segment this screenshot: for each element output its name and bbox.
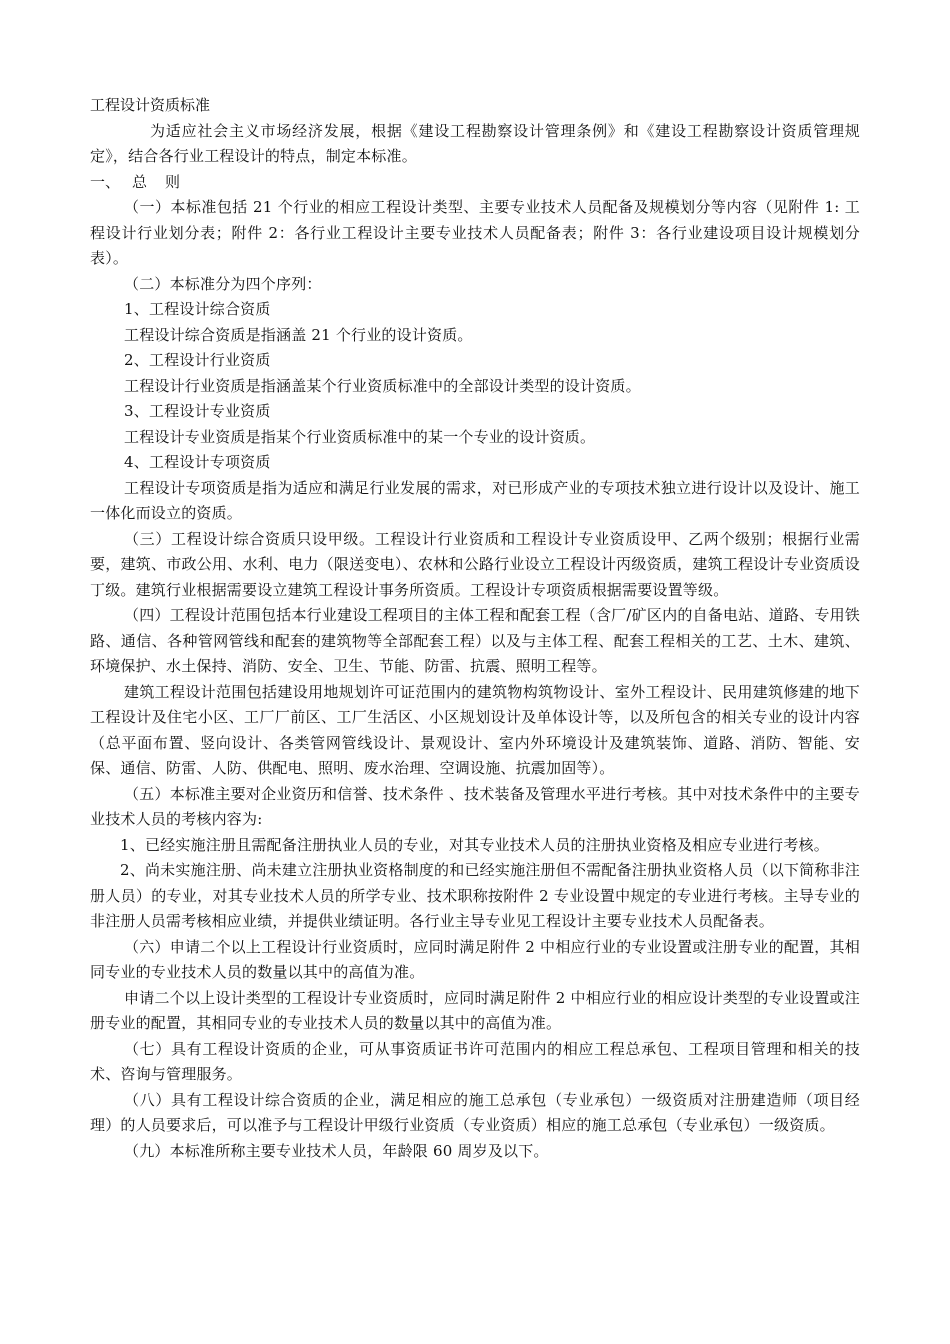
section-number: 一、 [90, 172, 121, 191]
paragraph-5: （五）本标准主要对企业资历和信誉、技术条件 、技术装备及管理水平进行考核。其中对技术条件中的主要专业技术人员的考核内容为: [90, 784, 860, 828]
paragraph-4: （四）工程设计范围包括本行业建设工程项目的主体工程和配套工程（含厂/矿区内的自备电站、道路、专用铁路、通信、各种管网管线和配套的建筑物等全部配套工程）以及与主体工程、配套工程相关的工艺、土木、建筑、环境保护、水土保持、消防、安全、卫生、节能、防雷、抗震、照明工程等。 [90, 606, 860, 675]
list-item-heading: 2、工程设计行业资质 [124, 351, 271, 369]
paragraph-4-continued: 建筑工程设计范围包括建设用地规划许可证范围内的建筑物构筑物设计、室外工程设计、民用建筑修建的地下工程设计及住宅小区、工厂厂前区、工厂生活区、小区规划设计及单体设计等，以及所包含的相关专业的设计内容（总平面布置、竖向设计、各类管网管线设计、景观设计、室内外环境设计及建筑装饰、道路、消防、智能、安保、通信、防雷、人防、供配电、照明、废水治理、空调设施、抗震加固等）。 [90, 682, 860, 777]
paragraph-6: （六）申请二个以上工程设计行业资质时，应同时满足附件 2 中相应行业的专业设置或注册专业的配置，其相同专业的专业技术人员的数量以其中的高值为准。 [90, 937, 860, 981]
list-item-heading: 4、工程设计专项资质 [124, 453, 271, 471]
paragraph-6-continued: 申请二个以上设计类型的工程设计专业资质时，应同时满足附件 2 中相应行业的相应设计类型的专业设置或注册专业的配置，其相同专业的专业技术人员的数量以其中的高值为准。 [90, 988, 860, 1032]
section-heading [90, 170, 860, 196]
paragraph-8: （八）具有工程设计综合资质的企业，满足相应的施工总承包（专业承包）一级资质对注册建造师（项目经理）的人员要求后，可以准予与工程设计甲级行业资质（专业资质）相应的施工总承包（专业承包）一级资质。 [90, 1090, 860, 1134]
list-item-heading: 1、工程设计综合资质 [124, 300, 271, 318]
paragraph-5-item-1: 1、已经实施注册且需配备注册执业人员的专业，对其专业技术人员的注册执业资格及相应专业进行考核。 [120, 835, 829, 854]
paragraph-5-item-2: 2、尚未实施注册、尚未建立注册执业资格制度的和已经实施注册但不需配备注册执业资格人员（以下简称非注册人员）的专业，对其专业技术人员的所学专业、技术职称按附件 2 专业设置中规定的专业进行考核。主导专业的非注册人员需考核相应业绩，并提供业绩证明。各行业主导专业见工程设计主要专业技术人员配备表。 [90, 861, 860, 930]
paragraph-3: （三）工程设计综合资质只设甲级。工程设计行业资质和工程设计专业资质设甲、乙两个级别；根据行业需要，建筑、市政公用、水利、电力（限送变电）、农林和公路行业设立工程设计丙级资质，建筑工程设计专业资质设丁级。建筑行业根据需要设立建筑工程设计事务所资质。工程设计专项资质根据需要设置等级。 [90, 529, 860, 599]
section-title: 总则 [132, 172, 199, 191]
paragraph-7: （七）具有工程设计资质的企业，可从事资质证书许可范围内的相应工程总承包、工程项目管理和相关的技术、咨询与管理服务。 [90, 1039, 860, 1083]
list-item-body: 工程设计专项资质是指为适应和满足行业发展的需求，对已形成产业的专项技术独立进行设计以及设计、施工一体化而设立的资质。 [90, 478, 860, 522]
intro-paragraph: 为适应社会主义市场经济发展，根据《建设工程勘察设计管理条例》和《建设工程勘察设计资质管理规定》，结合各行业工程设计的特点，制定本标准。 [90, 121, 860, 165]
list-item-body: 工程设计综合资质是指涵盖 21 个行业的设计资质。 [124, 325, 473, 344]
paragraph-9: （九）本标准所称主要专业技术人员，年龄限 60 周岁及以下。 [124, 1141, 549, 1160]
list-item-heading: 3、工程设计专业资质 [124, 402, 271, 420]
document-title: 工程设计资质标准 [90, 96, 211, 114]
list-item-body: 工程设计行业资质是指涵盖某个行业资质标准中的全部设计类型的设计资质。 [124, 376, 641, 395]
paragraph-2: （二）本标准分为四个序列： [124, 274, 322, 293]
paragraph-1: （一）本标准包括 21 个行业的相应工程设计类型、主要专业技术人员配备及规模划分等内容（见附件 1: 工程设计行业划分表；附件 2：各行业工程设计主要专业技术人员配备表；附件 3：各行业建设项目设计规模划分表）。 [90, 198, 860, 267]
list-item-body: 工程设计专业资质是指某个行业资质标准中的某一个专业的设计资质。 [124, 427, 596, 446]
